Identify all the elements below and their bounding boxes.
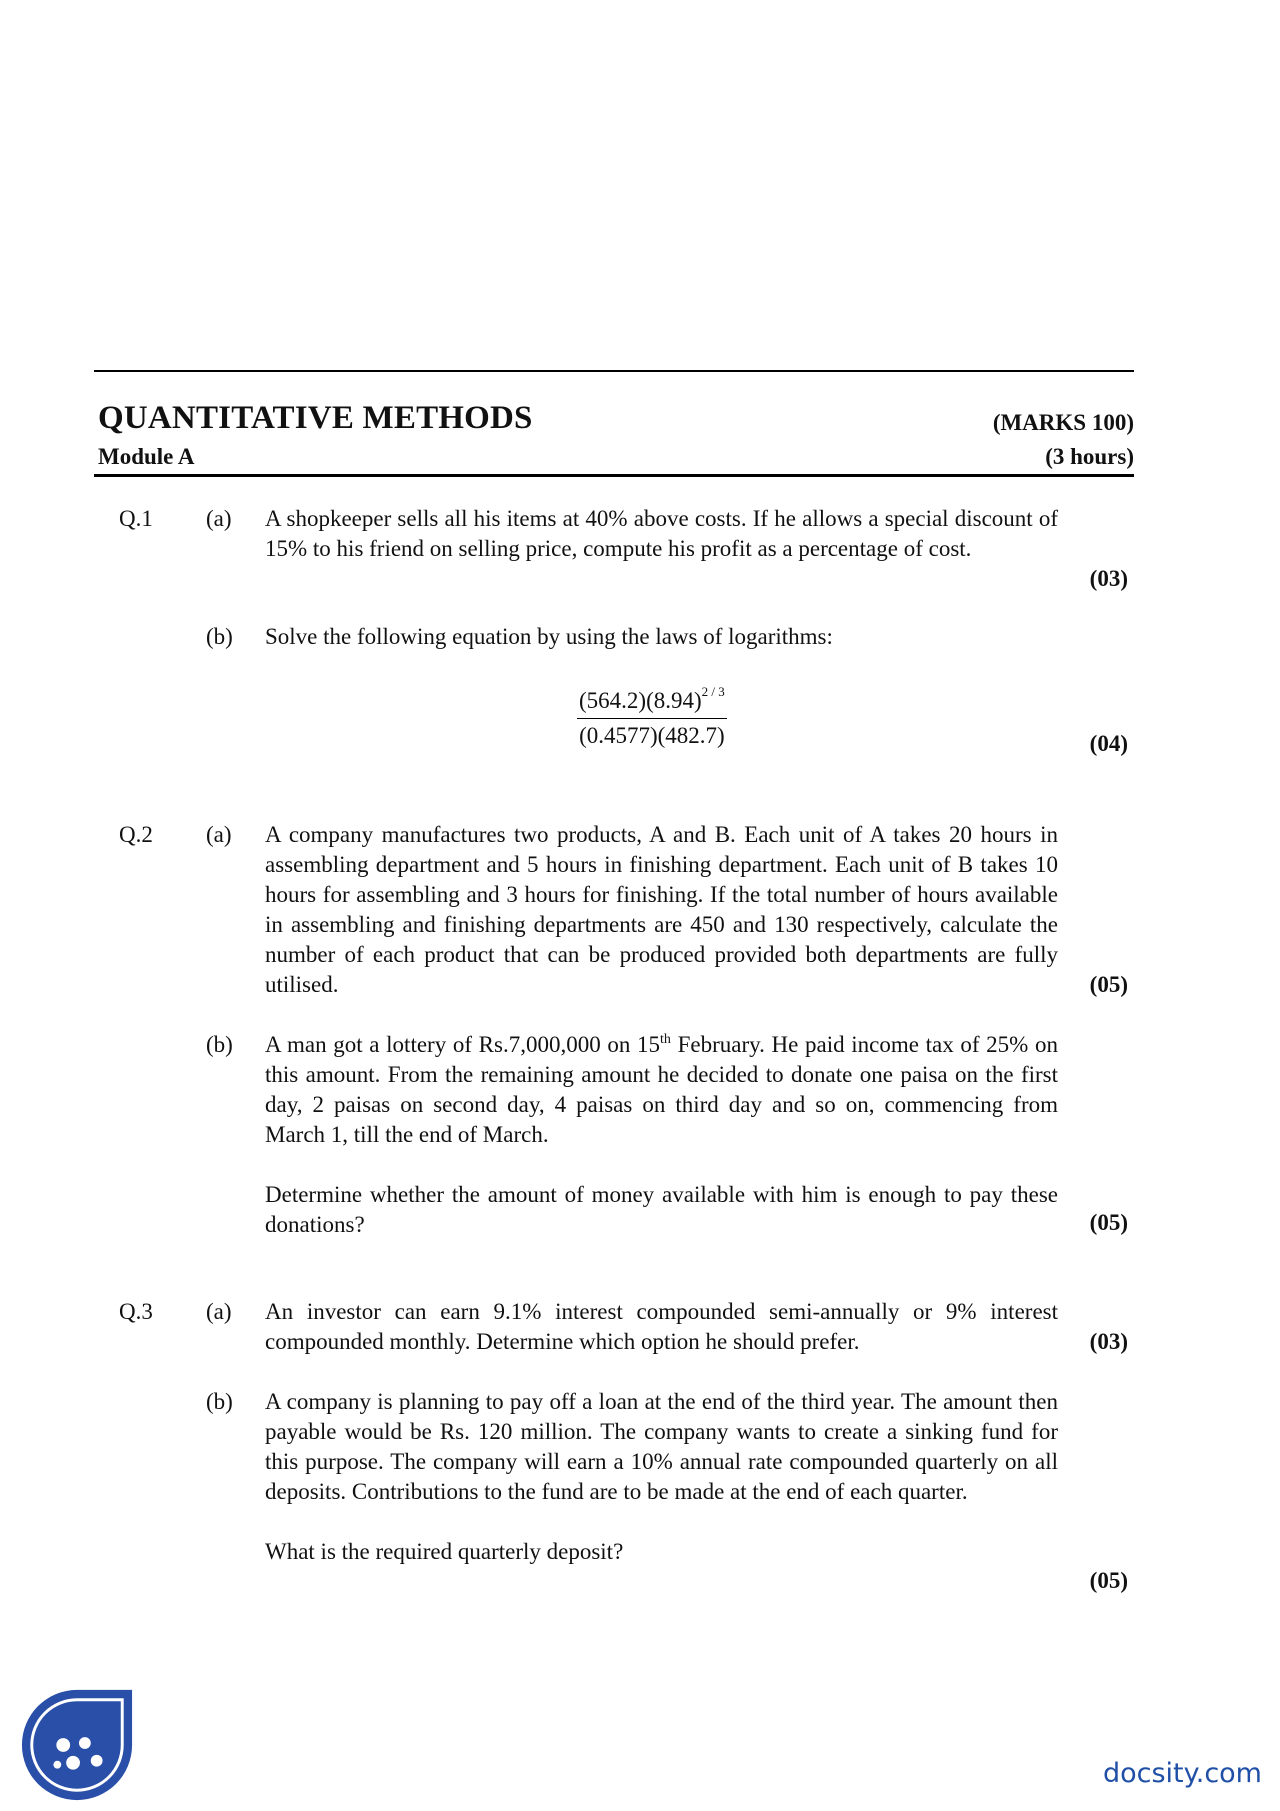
q1-part-a-text	[265, 504, 1058, 564]
total-marks: (MARKS 100)	[992, 410, 1134, 435]
q3-part-b-text	[265, 1387, 1058, 1567]
q2-part-b-text	[265, 1030, 1058, 1240]
q2-part-a-marks: (05)	[1089, 972, 1128, 997]
q3-part-b-label: (b)	[206, 1389, 233, 1414]
formula-numerator-text: (564.2)(8.94)	[579, 688, 702, 713]
q1-part-b-paragraph: Solve the following equation by using the laws of logarithms:	[265, 624, 833, 649]
q1-part-a-label: (a)	[206, 506, 232, 531]
q2-part-a-paragraph: A company manufactures two products, A and B. Each unit of A takes 20 hours in assembling department and 5 hours in finishing department. Each unit of B takes 10 hours for assembling and 3 hours for finishing. If the total number of hours available in assembling and finishing departments are 450 and 130 respectively, calculate the number of each product that can be produced provided both departments are fully utilised.	[265, 822, 1058, 997]
docsity-brand-link[interactable]: docsity.com	[1102, 1758, 1262, 1789]
q3-part-a-paragraph: An investor can earn 9.1% interest compounded semi-annually or 9% interest compounded monthly. Determine which option he should prefer.	[265, 1299, 1058, 1354]
q1-part-a-marks: (03)	[1089, 566, 1128, 591]
exam-title: QUANTITATIVE METHODS	[98, 400, 533, 436]
docsity-logo[interactable]	[18, 1686, 136, 1804]
q1-part-b-label: (b)	[206, 624, 233, 649]
formula-numerator	[577, 684, 727, 719]
log-formula	[577, 684, 727, 749]
module-label: Module A	[98, 444, 195, 469]
exam-duration: (3 hours)	[1045, 444, 1134, 469]
q2-part-b-text-end: February. He paid income tax of 25% on this amount. From the remaining amount he decided to donate one paisa on the first day, 2 paisas on second day, 4 paisas on third day and so on, commencing from March 1, till the end of March.	[265, 1032, 1058, 1147]
q2-part-b-text-start: A man got a lottery of Rs.7,000,000 on 15	[265, 1032, 661, 1057]
q2-part-b-marks: (05)	[1089, 1210, 1128, 1235]
q3-part-b-paragraph: A company is planning to pay off a loan at the end of the third year. The amount then payable would be Rs. 120 million. The company wants to create a sinking fund for this purpose. The company will earn a 10% annual rate compounded quarterly on all deposits. Contributions to the fund are to be made at the end of each quarter.	[265, 1389, 1058, 1504]
q1-part-b-text	[265, 622, 1058, 652]
q2-part-a-text	[265, 820, 1058, 1000]
q2-part-a-label: (a)	[206, 822, 232, 847]
header-bottom-rule	[94, 474, 1134, 477]
formula-exponent: 2 / 3	[701, 684, 725, 699]
q2-part-b-label: (b)	[206, 1032, 233, 1057]
q3-part-b-marks: (05)	[1089, 1568, 1128, 1593]
q2-part-b-paragraph	[265, 1030, 1058, 1150]
q3-part-a-label: (a)	[206, 1299, 232, 1324]
q1-part-b-marks: (04)	[1089, 731, 1128, 756]
q3-part-b-followup: What is the required quarterly deposit?	[265, 1539, 624, 1564]
q3-part-a-marks: (03)	[1089, 1329, 1128, 1354]
q2-part-b-followup: Determine whether the amount of money available with him is enough to pay these donations?	[265, 1182, 1058, 1237]
formula-denominator: (0.4577)(482.7)	[579, 723, 725, 748]
q1-part-a-paragraph: A shopkeeper sells all his items at 40% above costs. If he allows a special discount of 15% to his friend on selling price, compute his profit as a percentage of cost.	[265, 506, 1058, 561]
question-number-q3: Q.3	[119, 1299, 153, 1324]
question-number-q1: Q.1	[119, 506, 153, 531]
ordinal-suffix: th	[660, 1032, 671, 1047]
q3-part-a-text	[265, 1297, 1058, 1357]
header-top-rule	[94, 370, 1134, 372]
question-number-q2: Q.2	[119, 822, 153, 847]
